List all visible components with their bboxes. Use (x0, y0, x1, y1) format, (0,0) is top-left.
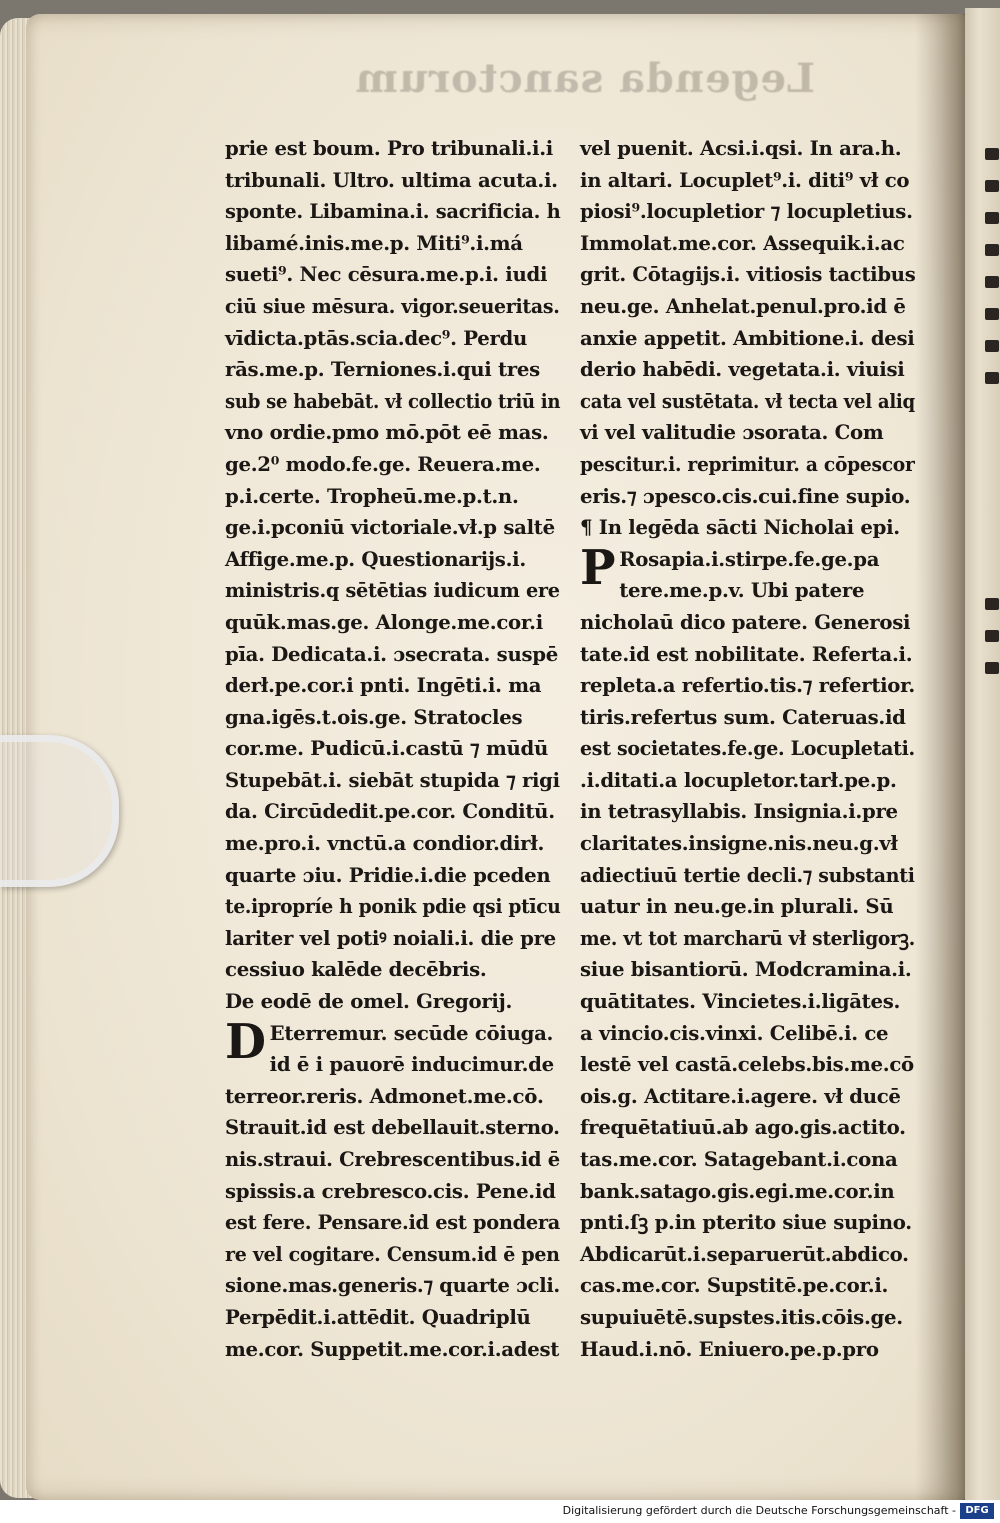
text-line: lariter vel potiꝰ noiali.i. die pre (225, 925, 556, 950)
facing-text-fragment (985, 662, 999, 674)
facing-text-fragment (985, 598, 999, 610)
text-line: derio habēdi. vegetata.i. viuisi (580, 357, 905, 382)
text-line: grit. Cōtagijs.i. vitiosis tactibus (580, 262, 916, 287)
text-line: vi vel valitudie ɔsorata. Com (580, 420, 884, 445)
facing-page-fragment (965, 8, 1000, 1503)
text-line: repleta.a refertio.tis.⁊ refertior. (580, 673, 915, 698)
text-line: anxie appetit. Ambitione.i. desi (580, 325, 915, 350)
text-line: est societates.fe.ge. Locupletati. (580, 736, 915, 761)
text-line: p.i.certe. Tropheū.me.p.t.n. (225, 483, 519, 508)
text-line: libamé.inis.me.p. Miti⁹.i.má (225, 230, 523, 255)
text-line: rās.me.p. Terniones.i.qui tres (225, 357, 540, 382)
text-line: in tetrasyllabis. Insignia.i.pre (580, 799, 898, 824)
text-line: quātitates. Vincietes.i.ligātes. (580, 989, 901, 1014)
text-line: supuiuētē.supstes.itis.cōis.ge. (580, 1304, 903, 1329)
text-line: pescitur.i. reprimitur. a cōpescor (580, 451, 915, 476)
text-line: sponte. Libamina.i. sacrificia. h (225, 199, 561, 224)
footer-credit: Digitalisierung gefördert durch die Deutsche Forschungsgemeinschaft - (562, 1504, 956, 1517)
text-line: me.cor. Suppetit.me.cor.i.adest (225, 1336, 560, 1361)
facing-text-fragment (985, 340, 999, 352)
text-line: tate.id est nobilitate. Referta.i. (580, 641, 913, 666)
facing-text-fragment (985, 244, 999, 256)
text-line: est fere. Pensare.id est pondera (225, 1210, 561, 1235)
text-line: a vincio.cis.vinxi. Celibē.i. ce (580, 1020, 889, 1045)
text-line: spissis.a crebresco.cis. Pene.id (225, 1178, 556, 1203)
text-line: pīa. Dedicata.i. ɔsecrata. suspē (225, 641, 559, 666)
text-line: quarte ɔiu. Pridie.i.die pceden (225, 862, 551, 887)
text-line: nis.straui. Crebrescentibus.id ē (225, 1147, 560, 1171)
text-line: nicholaū dico patere. Generosi (580, 609, 911, 634)
text-line: cor.me. Pudicū.i.castū ⁊ mūdū (225, 736, 549, 761)
text-line: me. vt tot marcharū vł sterligorꝫ. (580, 925, 915, 950)
text-line: derł.pe.cor.i pnti. Ingēti.i. ma (225, 673, 542, 698)
dfg-logo: DFG (960, 1503, 994, 1519)
text-line: pnti.ſꝫ p.in pterito siue supino. (580, 1210, 912, 1235)
facing-text-fragment (985, 276, 999, 288)
text-line: ois.g. Actitare.i.agere. vł ducē (580, 1083, 901, 1108)
text-line: ministris.q sētētias iudicum ere (225, 578, 560, 603)
facing-text-fragment (985, 148, 999, 160)
text-line: vīdicta.ptās.scia.dec⁹. Perdu (225, 325, 528, 350)
facing-text-fragment (985, 212, 999, 224)
text-line: in altari. Locuplet⁹.i. diti⁹ vł co (580, 167, 910, 192)
text-line: claritates.insigne.nis.neu.g.vł (580, 831, 898, 856)
text-line: me.pro.i. vnctū.a condior.dirł. (225, 831, 545, 856)
text-line: tere.me.p.v. Ubi patere (619, 578, 865, 603)
text-line: ciū siue mēsura. vigor.seueritas. (225, 293, 560, 318)
text-line: bank.satago.gis.egi.me.cor.in (580, 1178, 895, 1203)
text-line: sione.mas.generis.⁊ quarte ɔcli. (225, 1273, 560, 1298)
text-line: Immolat.me.cor. Assequik.i.ac (580, 230, 905, 255)
text-line: te.ipropríe h ponik pdie qsi ptīcu (225, 894, 561, 919)
text-line: id ē i pauorē inducimur.de (269, 1052, 554, 1077)
text-line: adiectiuū tertie decli.⁊ substanti (580, 862, 915, 887)
text-line: cas.me.cor. Supstitē.pe.cor.i. (580, 1273, 889, 1298)
text-line: piosi⁹.locupletior ⁊ locupletius. (580, 199, 913, 224)
text-line: sub se habebāt. vł collectio triū in (225, 388, 561, 413)
text-line: Haud.i.nō. Eniuero.pe.p.pro (580, 1336, 879, 1361)
text-column-right (580, 133, 920, 1365)
text-line: Affige.me.p. Questionarijs.i. (225, 546, 526, 571)
facing-text-fragment (985, 308, 999, 320)
text-line: terreor.reris. Admonet.me.cō. (225, 1083, 544, 1108)
text-line: ge.i.pconiū victoriale.vł.p saltē (225, 515, 555, 540)
text-line: cessiuo kalēde decēbris. (225, 957, 487, 982)
facing-text-fragment (985, 372, 999, 384)
digitization-footer (0, 1500, 1000, 1523)
drop-cap: D (225, 1013, 266, 1070)
text-line: frequētatiuū.ab ago.gis.actito. (580, 1115, 906, 1140)
text-line: tas.me.cor. Satagebant.i.cona (580, 1147, 898, 1171)
text-line: siue bisantiorū. Modcramina.i. (580, 957, 912, 982)
text-line: lestē vel castā.celebs.bis.me.cō (580, 1052, 914, 1077)
text-line: Perpēdit.i.attēdit. Quadriplū (225, 1304, 531, 1329)
text-line: ge.2⁰ modo.fe.ge. Reuera.me. (225, 451, 541, 476)
text-line: quūk.mas.ge. Alonge.me.cor.i (225, 609, 543, 634)
text-line: tiris.refertus sum. Cateruas.id (580, 704, 906, 729)
text-line: da. Circūdedit.pe.cor. Conditū. (225, 799, 555, 824)
text-line: cata vel sustētata. vł tecta vel aliq (580, 388, 915, 413)
text-line: vno ordie.pmo mō.pōt eē mas. (225, 420, 549, 445)
text-line: gna.igēs.t.ois.ge. Stratocles (225, 704, 523, 729)
text-line: De eodē de omel. Gregorij. (225, 989, 513, 1014)
text-line: Stupebāt.i. siebāt stupida ⁊ rigi (225, 767, 560, 792)
drop-cap: P (580, 539, 616, 596)
text-line: re vel cogitare. Censum.id ē pen (225, 1241, 560, 1266)
text-line: sueti⁹. Nec cēsura.me.p.i. iudi (225, 262, 548, 287)
facing-text-fragment (985, 180, 999, 192)
text-line: D Eterremur. secūde cōiuga. (225, 1013, 554, 1070)
text-line: eris.⁊ ɔpesco.cis.cui.fine supio. (580, 483, 911, 508)
text-line: Abdicarūt.i.separuerūt.abdico. (580, 1241, 909, 1266)
text-line: uatur in neu.ge.in plurali. Sū (580, 894, 894, 919)
facing-text-fragment (985, 630, 999, 642)
text-line: .i.ditati.a locupletor.tarł.pe.p. (580, 767, 897, 792)
text-line: vel puenit. Acsi.i.qsi. In ara.h. (580, 136, 902, 160)
text-line: P Rosapia.i.stirpe.fe.ge.pa (580, 539, 880, 596)
running-head-showthrough: Legenda sanctorum (354, 55, 815, 102)
text-line: tribunali. Ultro. ultima acuta.i. (225, 167, 558, 192)
text-line: neu.ge. Anhelat.penul.pro.id ē (580, 293, 906, 318)
text-line: prie est boum. Pro tribunali.i.i (225, 136, 553, 160)
text-line: ¶ In legēda sācti Nicholai epi. (580, 515, 900, 540)
text-column-left (225, 133, 565, 1365)
text-line: Strauit.id est debellauit.sterno. (225, 1115, 560, 1140)
